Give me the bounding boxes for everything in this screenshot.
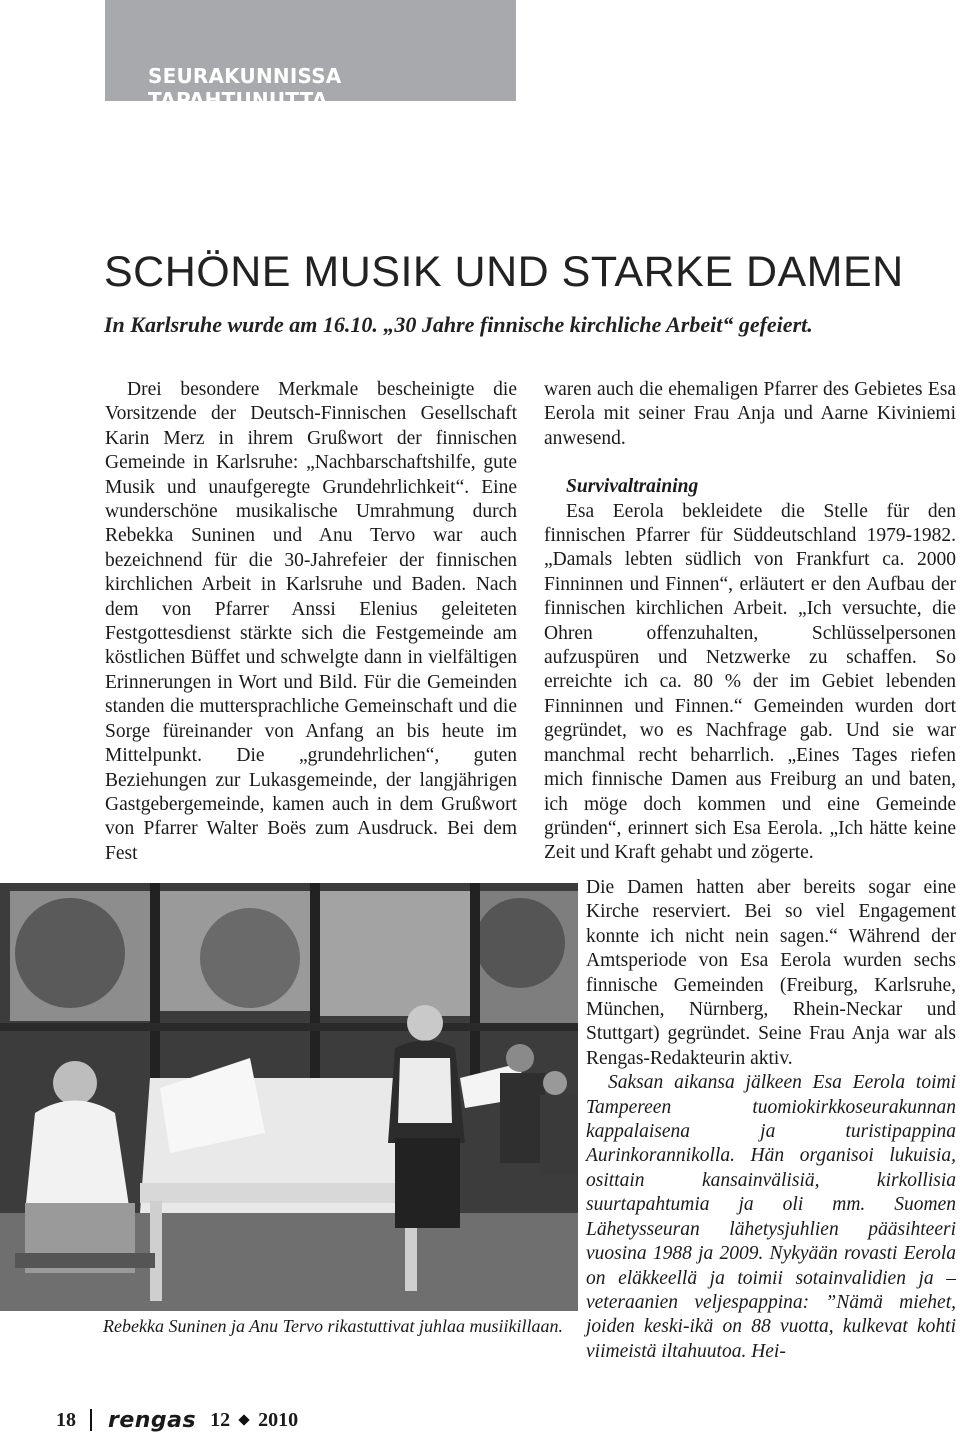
left-column [105,378,517,866]
issue-year: 2010 [258,1408,299,1431]
event-photo [0,883,578,1311]
footer-divider [90,1409,92,1431]
page-footer [56,1406,298,1434]
right-paragraph-1: Esa Eerola bekleidete die Stelle für den finnischen Pfarrer für Süddeutschland 1979-1982. „Damals lebten südlich von Frankfurt ca. 2000 Finninnen und Finnen“, erläutert er den Aufbau der finnischen kirchlichen Arbeit. „Ich versuchte, die Ohren offenzuhalten, Schlüsselpersonen aufzuspüren und Netzwerke zu schaffen. So erreichte ich ca. 80 % der im Gebiet lebenden Finninnen und Finnen.“ Gemeinden wurden dort gegründet, wo es Nachfrage gab. Und sie war manchmal recht beharrlich. „Eines Tages riefen mich finnische Damen aus Freiburg an und baten, ich möge doch kommen und eine Gemeinde gründen“, erinnert sich Esa Eerola. „Ich hätte keine Zeit und Kraft gehabt und zögerte. [544,500,956,864]
right-intro-paragraph: waren auch die ehemaligen Pfarrer des Gebietes Esa Eerola mit seiner Frau Anja und Aarne Kiviniemi anwesend. [544,379,956,449]
left-paragraph: Drei besondere Merkmale bescheinigte die Vorsitzende der Deutsch-Finnischen Gesellschaft Karin Merz in ihrem Grußwort der finnischen Gemeinde in Karlsruhe: „Nachbarschaftshilfe, gute Musik und unaufgeregte Grundehrlichkeit“. Eine wunderschöne musikalische Umrahmung durch Rebekka Suninen und Anu Tervo war auch bezeichnend für die 30-Jahrefeier der finnischen kirchlichen Arbeit in Karlsruhe und Baden. Nach dem von Pfarrer Anssi Elenius geleiteten Festgottesdienst stärkte sich die Festgemeinde am köstlichen Büffet und schwelgte dann in vielfältigen Erinnerungen in Wort und Bild. Für die Gemeinden standen die muttersprachliche Gemeinschaft und die Sorge füreinander von Anfang an bis heute im Mittelpunkt. Die „grundehrlichen“, guten Beziehungen zur Lukasgemeinde, der langjährigen Gastgebergemeinde, kamen auch in dem Grußwort von Pfarrer Walter Boës zum Ausdruck. Bei dem Fest [105,379,517,864]
survival-subheading: Survivaltraining [566,476,699,498]
right-paragraph-1b: Die Damen hatten aber bereits sogar eine Kirche reserviert. Bei so viel Engagement konnte ich nicht nein sagen.“ Während der Amtsperiode von Esa Eerola wurden sechs finnische Gemeinden (Freiburg, Karlsruhe, München, Nürnberg, Rhein-Neckar und Stuttgart) gegründet. Seine Frau Anja war als Rengas-Redakteurin aktiv. [586,877,956,1069]
issue-number: 12 [210,1408,231,1431]
right-paragraph-finnish: Saksan aikansa jälkeen Esa Eerola toimi Tampereen tuomiokirkkoseurakunnan kappalaisena ja turistipappina Aurinkorannikolla. Hän organisoi lukuisia, osittain kansainvälisiä, kirkollisia suurtapahtumia ja oli mm. Suomen Lähetysseuran lähetysjuhlien pääsihteeri vuosina 1988 ja 2009. Nykyään rovasti Eerola on eläkkeellä ja toimii sotainvalidien ja –veteraanien veljespappina: ”Nämä miehet, joiden keski-ikä on 88 vuotta, kulkevat kohti viimeistä iltahuutoa. Hei- [586,1072,956,1362]
section-label: SEURAKUNNISSA TAPAHTUNUTTA [148,64,342,112]
article-subtitle: In Karlsruhe wurde am 16.10. „30 Jahre finnische kirchliche Arbeit“ gefeiert. [104,312,813,337]
right-column [544,378,956,1362]
section-banner [105,0,516,112]
right-wrap-block [586,876,956,1364]
article-title: SCHÖNE MUSIK UND STARKE DAMEN [104,248,904,296]
page-number: 18 [56,1408,76,1431]
photo-caption: Rebekka Suninen ja Anu Tervo rikastuttivat juhlaa musiikillaan. [103,1316,563,1336]
magazine-logo: rengas [108,1407,197,1433]
diamond-icon [238,1414,249,1425]
